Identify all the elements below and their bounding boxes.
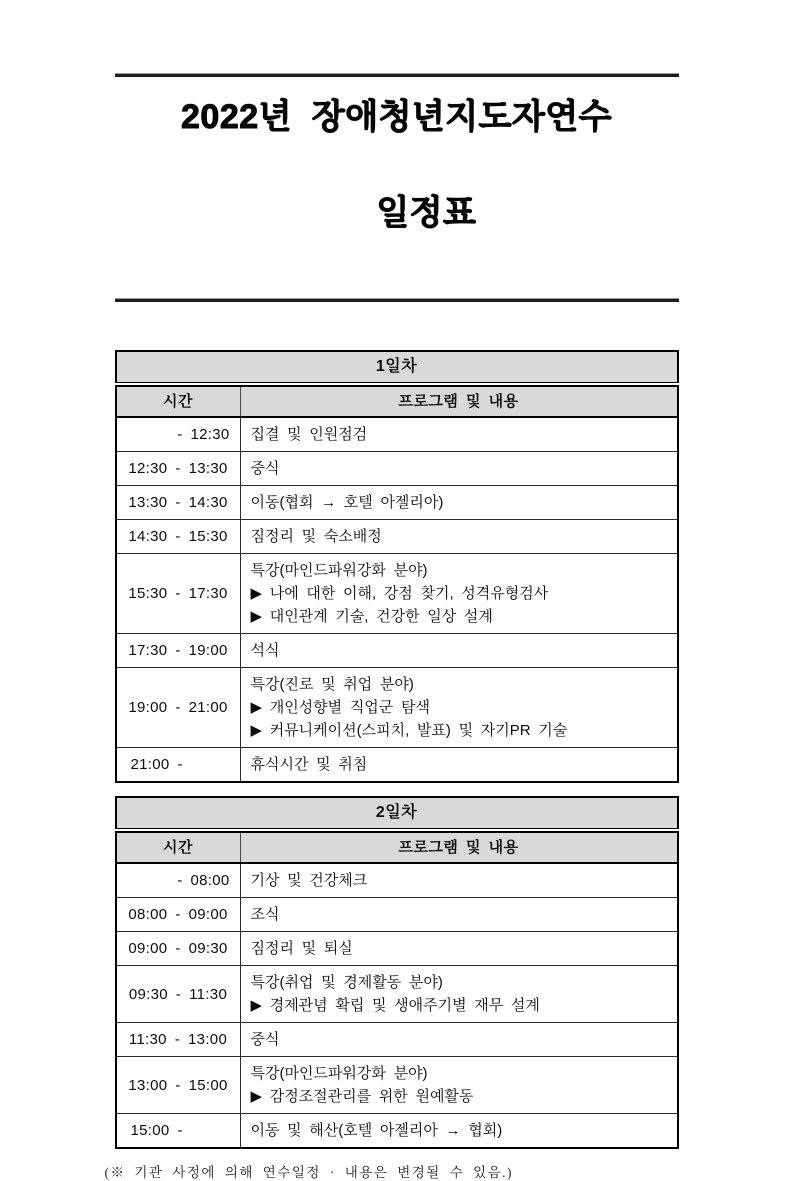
column-header-row — [116, 832, 678, 863]
table-row — [116, 748, 678, 783]
time-cell: - 08:00 — [116, 863, 241, 898]
day2-schedule-table — [115, 831, 679, 1149]
table-row — [116, 1023, 678, 1057]
time-column-header: 시간 — [116, 386, 241, 417]
time-cell: 21:00 - — [116, 748, 241, 783]
program-line: 중식 — [250, 460, 280, 477]
program-bullet-line: ▶ 커뮤니케이션(스피치, 발표) 및 자기PR 기술 — [250, 722, 568, 739]
program-line: 짐정리 및 퇴실 — [250, 940, 353, 957]
time-cell: 09:00 - 09:30 — [116, 932, 241, 966]
program-line: 짐정리 및 숙소배정 — [250, 528, 382, 545]
program-cell — [240, 554, 678, 634]
table-row — [116, 932, 678, 966]
program-cell — [240, 748, 678, 783]
table-row — [116, 554, 678, 634]
table-row — [116, 898, 678, 932]
page-title-line2: 일정표 — [376, 194, 477, 232]
time-cell: 12:30 - 13:30 — [116, 452, 241, 486]
program-bullet-line: ▶ 경제관념 확립 및 생애주기별 재무 설계 — [250, 997, 540, 1014]
program-line: 특강(취업 및 경제활동 분야) — [250, 974, 443, 991]
program-line: 석식 — [250, 642, 280, 659]
day2-header: 2일차 — [115, 796, 679, 829]
program-line: 휴식시간 및 취침 — [250, 756, 368, 773]
time-cell: 08:00 - 09:00 — [116, 898, 241, 932]
time-cell: 14:30 - 15:30 — [116, 520, 241, 554]
schedule-day1-section — [115, 350, 679, 783]
table-row — [116, 634, 678, 668]
program-bullet-line: ▶ 개인성향별 직업군 탐색 — [250, 699, 430, 716]
program-cell — [240, 452, 678, 486]
table-row — [116, 417, 678, 452]
day1-table-body — [116, 417, 678, 782]
table-row — [116, 486, 678, 520]
page-title-line1: 2022년 장애청년지도자연수 — [181, 98, 612, 136]
table-row — [116, 520, 678, 554]
time-cell: 09:30 - 11:30 — [116, 966, 241, 1023]
day1-header: 1일차 — [115, 350, 679, 383]
program-line: 중식 — [250, 1031, 280, 1048]
time-cell: 11:30 - 13:00 — [116, 1023, 241, 1057]
program-line: 특강(진로 및 취업 분야) — [250, 676, 414, 693]
program-line: 특강(마인드파워강화 분야) — [250, 1065, 428, 1082]
program-bullet-line: ▶ 감정조절관리를 위한 원예활동 — [250, 1088, 474, 1105]
program-bullet-line: ▶ 대인관계 기술, 건강한 일상 설계 — [250, 608, 493, 625]
table-row — [116, 863, 678, 898]
title-top-rule — [115, 74, 679, 77]
program-cell — [240, 966, 678, 1023]
footnote: (※ 기관 사정에 의해 연수일정 · 내용은 변경될 수 있음.) — [104, 1165, 514, 1180]
time-cell: - 12:30 — [116, 417, 241, 452]
program-line: 집결 및 인원점검 — [250, 426, 368, 443]
program-cell — [240, 417, 678, 452]
program-line: 조식 — [250, 906, 280, 923]
time-cell: 17:30 - 19:00 — [116, 634, 241, 668]
table-row — [116, 966, 678, 1023]
program-cell — [240, 634, 678, 668]
program-cell — [240, 668, 678, 748]
program-line: 이동 및 해산(호텔 아젤리아 → 협회) — [250, 1122, 503, 1139]
table-row — [116, 1057, 678, 1114]
program-cell — [240, 1114, 678, 1149]
program-line: 기상 및 건강체크 — [250, 872, 368, 889]
program-cell — [240, 486, 678, 520]
title-bottom-rule — [115, 299, 679, 302]
program-column-header: 프로그램 및 내용 — [240, 386, 678, 417]
day2-table-body — [116, 863, 678, 1148]
day1-schedule-table — [115, 385, 679, 783]
time-cell: 15:00 - — [116, 1114, 241, 1149]
column-header-row — [116, 386, 678, 417]
program-line: 특강(마인드파워강화 분야) — [250, 562, 428, 579]
time-column-header: 시간 — [116, 832, 241, 863]
time-cell: 13:00 - 15:00 — [116, 1057, 241, 1114]
schedule-day2-section — [115, 796, 679, 1149]
table-row — [116, 1114, 678, 1149]
program-line: 이동(협회 → 호텔 아젤리아) — [250, 494, 444, 511]
time-cell: 19:00 - 21:00 — [116, 668, 241, 748]
program-cell — [240, 863, 678, 898]
time-cell: 15:30 - 17:30 — [116, 554, 241, 634]
program-column-header: 프로그램 및 내용 — [240, 832, 678, 863]
program-cell — [240, 932, 678, 966]
table-row — [116, 452, 678, 486]
time-cell: 13:30 - 14:30 — [116, 486, 241, 520]
program-cell — [240, 898, 678, 932]
table-row — [116, 668, 678, 748]
program-cell — [240, 520, 678, 554]
page-title — [115, 93, 679, 285]
program-cell — [240, 1023, 678, 1057]
program-cell — [240, 1057, 678, 1114]
program-bullet-line: ▶ 나에 대한 이해, 강점 찾기, 성격유형검사 — [250, 585, 549, 602]
page-content — [104, 0, 679, 1181]
